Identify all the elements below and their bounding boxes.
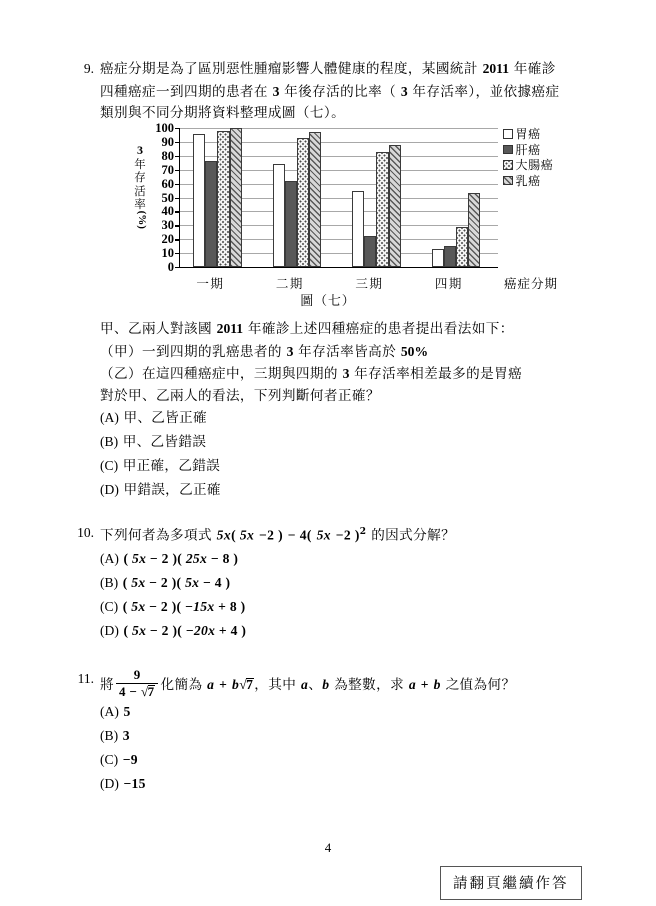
question-11-number: 11. [77,671,94,686]
x-axis-category-label: 一期 [196,276,225,291]
option-d-text: 甲錯誤，乙正確 [123,482,221,498]
chart-bar [456,227,468,267]
chart-plot-area [179,128,498,268]
question-9-after-line-3: （乙）在這四種癌症中，三期與四期的 3 年存活率相差最多的是胃癌 [100,366,523,382]
question-9-stem [100,58,620,125]
chart-x-axis-title: 癌症分期 [504,276,559,291]
option-d-label: (D) [100,776,119,792]
option-b-text: 甲、乙皆錯誤 [122,434,207,450]
legend-swatch-stomach-icon [503,129,513,139]
legend-item-0 [503,126,583,142]
chart-tick-mark [175,225,180,226]
question-11-option-d[interactable] [100,772,620,796]
option-d-label: (D) [100,623,119,639]
question-10-number: 10. [77,525,94,540]
option-d-label: (D) [100,482,119,497]
question-9-option-b[interactable] [100,430,620,454]
option-a-text: 甲、乙皆正確 [123,410,207,426]
chart-tick-mark [175,156,180,157]
option-b-label: (B) [100,575,119,591]
y-axis-tick-label: 30 [161,218,174,233]
option-c-text: ( 5x − 2 )( −15x + 8 ) [122,599,246,615]
legend-swatch-breast-icon [503,176,513,186]
question-9 [0,58,656,125]
y-axis-tick-label: 100 [155,121,174,135]
chart-bar [193,134,205,267]
option-c-label: (C) [100,752,119,768]
chart-tick-mark [175,211,180,212]
question-9-stem-line-2: 四種癌症一到四期的患者在 3 年後存活的比率（ 3 年存活率），並依據癌症 [100,83,560,100]
chart-tick-mark [175,170,180,171]
y-axis-tick-label: 50 [161,190,174,205]
question-9-after-line-2: （甲）一到四期的乳癌患者的 3 年存活率皆高於 50% [100,343,429,360]
chart-legend [503,126,583,188]
chart-bar [376,152,388,267]
legend-item-3 [503,173,583,189]
legend-label-0: 胃癌 [515,127,541,142]
question-9-option-d[interactable] [100,478,620,502]
question-9-number: 9. [83,61,94,76]
option-d-text: −15 [123,776,146,792]
chart-bar [230,128,242,267]
y-axis-tick-label: 40 [161,204,174,219]
chart-bar [468,193,480,267]
x-axis-category-label: 二期 [275,276,304,291]
legend-label-3: 乳癌 [515,173,541,188]
y-axis-tick-label: 60 [161,176,174,191]
chart-bar [205,161,217,267]
question-9-option-c[interactable] [100,454,620,478]
question-10-option-b[interactable] [100,571,620,595]
legend-item-2 [503,157,583,173]
option-c-text: −9 [122,752,138,768]
question-9-after-line-4: 對於甲、乙兩人的看法，下列判斷何者正確？ [100,387,380,404]
question-10-stem: 下列何者為多項式 5x( 5x −2 ) − 4( 5x −2 )$^2$ 的因式分解？ [100,527,456,544]
option-c-label: (C) [100,458,119,473]
question-9-option-a[interactable] [100,406,620,430]
option-a-text: ( 5x − 2 )( 25x − 8 ) [123,551,239,567]
chart-bar [389,145,401,267]
x-axis-category-label: 四期 [434,276,463,291]
turn-page-notice: 請翻頁繼續作答 [440,866,582,900]
option-c-text: 甲正確，乙錯誤 [122,458,221,474]
question-11-stem: 將 $\frac{9}{4 - √7}$ 化簡為 a + b√7，其中 a、b 為整數，求 a + b 之值為何？ [100,667,516,700]
fraction-denominator: 4 − √7 [119,684,155,700]
chart-bar [297,138,309,267]
chart-y-axis-label: 3 年 存 活 率 (%) [134,143,148,229]
x-axis-category-label: 三期 [355,276,384,291]
fraction-9-over-4-minus-root-7 [116,668,158,699]
option-a-label: (A) [100,551,119,567]
question-11-option-b[interactable] [100,724,620,748]
question-10-option-a[interactable] [100,547,620,571]
chart-bar [217,131,229,267]
figure-caption: 圖（七） [300,294,356,309]
option-d-text: ( 5x − 2 )( −20x + 4 ) [123,623,247,639]
y-axis-tick-label: 0 [167,260,174,274]
question-9-stem-line-1: 癌症分期是為了區別惡性腫瘤影響人體健康的程度，某國統計 2011 年確診 [100,61,556,77]
legend-swatch-colorectal-icon [503,160,513,170]
option-b-text: 3 [122,728,130,744]
chart-tick-mark [175,198,180,199]
legend-label-2: 大腸癌 [515,158,554,173]
question-9-statements [100,318,620,407]
y-axis-tick-label: 90 [161,134,174,149]
page-number: 4 [324,840,332,855]
chart-tick-mark [175,184,180,185]
chart-tick-mark [175,239,180,240]
chart-tick-mark [175,142,180,143]
legend-label-1: 肝癌 [515,142,541,157]
question-10 [0,522,656,643]
chart-bar [444,246,456,267]
option-a-label: (A) [100,704,119,720]
option-b-text: ( 5x − 2 )( 5x − 4 ) [122,575,231,591]
question-11-option-c[interactable] [100,748,620,772]
question-10-option-d[interactable] [100,619,620,643]
option-a-label: (A) [100,410,119,425]
chart-bar [285,181,297,267]
chart-tick-mark [175,267,180,268]
chart-bar [273,164,285,267]
chart-bar [352,191,364,267]
question-10-option-c[interactable] [100,595,620,619]
chart-gridline [180,128,498,129]
chart-tick-mark [175,253,180,254]
question-9-stem-line-3: 類別與不同分期將資料整理成圖（七）。 [100,105,346,121]
chart-bar [364,236,376,267]
y-axis-tick-label: 70 [161,162,174,177]
y-axis-tick-label: 10 [161,246,174,261]
option-a-text: 5 [123,704,131,720]
chart-tick-mark [175,128,180,129]
chart-y-axis-ticks [148,121,176,274]
chart-bar [432,249,444,267]
chart-bar [309,132,321,267]
option-b-label: (B) [100,728,119,744]
question-9-options [0,406,656,502]
question-9-continued [0,318,656,407]
question-9-after-line-1: 甲、乙兩人對該國 2011 年確診上述四種癌症的患者提出看法如下： [100,321,514,337]
legend-item-1 [503,142,583,158]
y-axis-tick-label: 80 [161,148,174,163]
legend-swatch-liver-icon [503,145,513,155]
option-b-label: (B) [100,434,119,449]
option-c-label: (C) [100,599,119,615]
question-11-option-a[interactable] [100,700,620,724]
question-11 [0,668,656,796]
fraction-numerator: 9 [133,667,141,682]
y-axis-tick-label: 20 [161,232,174,247]
